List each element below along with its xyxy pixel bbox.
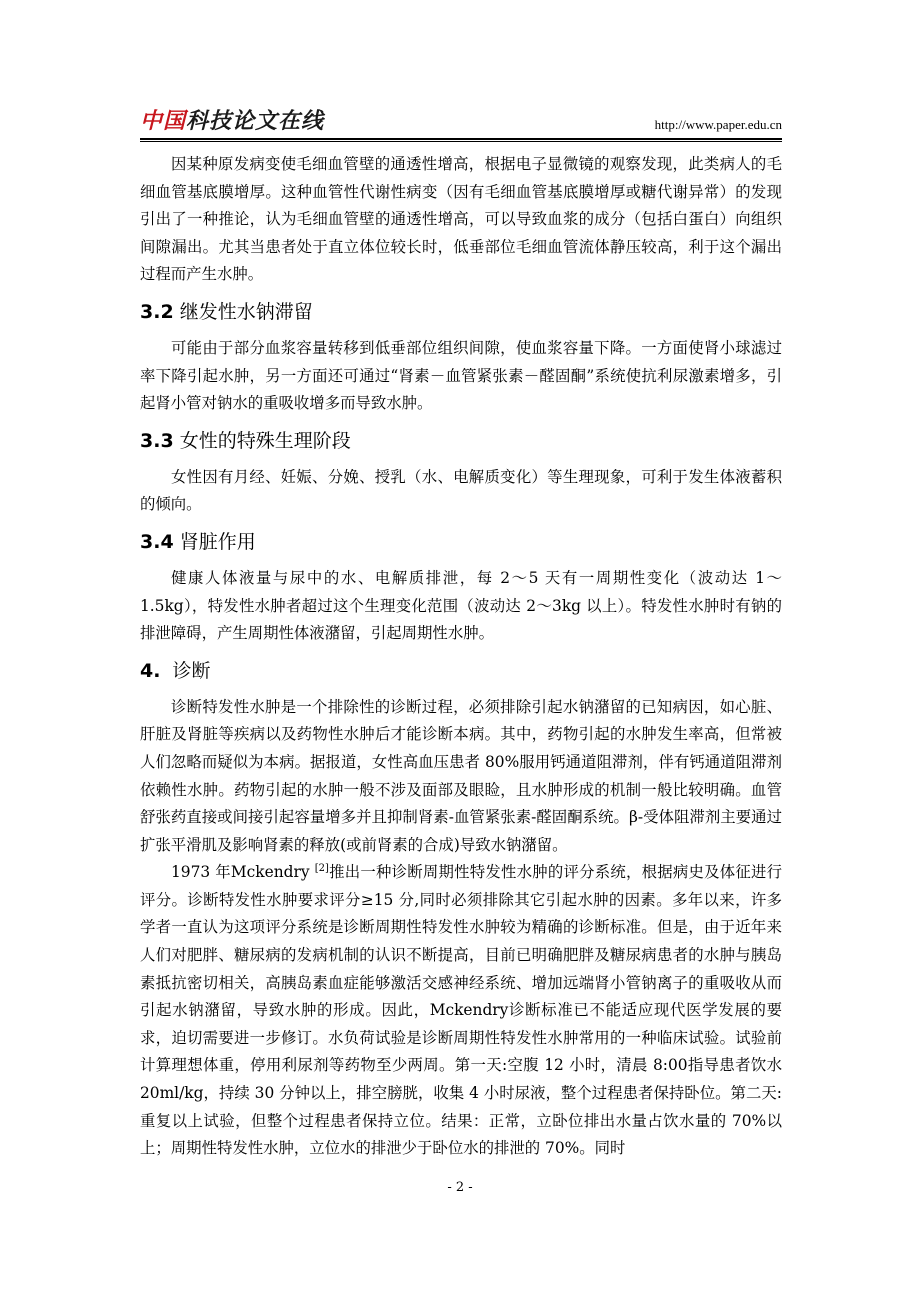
section-heading-3-3 bbox=[140, 418, 782, 464]
section-heading-3-4 bbox=[140, 519, 782, 565]
section-heading-4 bbox=[140, 648, 782, 694]
section-number: 3.3 bbox=[140, 429, 174, 452]
paragraph-sodium-retention: 可能由于部分血浆容量转移到低垂部位组织间隙，使血浆容量下降。一方面使肾小球滤过率下降引起水肿，另一方面还可通过“肾素－血管紧张素－醛固酮”系统使抗利尿激素增多，引起肾小管对钠水的重吸收增多而导致水肿。 bbox=[140, 338, 782, 413]
section-title: 继发性水钠滞留 bbox=[179, 300, 313, 323]
paragraph-kidney: 健康人体液量与尿中的水、电解质排泄，每 2～5 天有一周期性变化（波动达 1～1.5kg），特发性水肿者超过这个生理变化范围（波动达 2～3kg 以上）。特发性水肿时有钠的排泄障碍，产生周期性体液潴留，引起周期性水肿。 bbox=[140, 568, 782, 643]
section-number: 3.4 bbox=[140, 530, 174, 553]
header-rule bbox=[140, 138, 782, 140]
header-url[interactable]: http://www.paper.edu.cn bbox=[654, 117, 782, 132]
section-number: 3.2 bbox=[140, 300, 174, 323]
paragraph-permeability: 因某种原发病变使毛细血管壁的通透性增高，根据电子显微镜的观察发现，此类病人的毛细血管基底膜增厚。这种血管性代谢性病变（因有毛细血管基底膜增厚或糖代谢异常）的发现引出了一种推论，认为毛细血管壁的通透性增高，可以导致血浆的成分（包括白蛋白）向组织间隙漏出。尤其当患者处于直立体位较长时，低垂部位毛细血管流体静压较高，利于这个漏出过程而产生水肿。 bbox=[140, 155, 782, 284]
logo-black-text: 科技论文在线 bbox=[186, 109, 325, 134]
para-text-start: 1973 年Mckendry bbox=[171, 863, 315, 882]
header-rule-thin bbox=[140, 141, 782, 142]
citation-ref[interactable]: [2] bbox=[314, 863, 329, 875]
logo-red-text: 中国 bbox=[140, 109, 187, 134]
section-title: 女性的特殊生理阶段 bbox=[179, 429, 351, 452]
page-number: - 2 - bbox=[447, 1180, 473, 1195]
page-header bbox=[140, 107, 782, 143]
para-text-rest: 推出一种诊断周期性特发性水肿的评分系统，根据病史及体征进行评分。诊断特发性水肿要求评分≥15 分,同时必须排除其它引起水肿的因素。多年以来，许多学者一直认为这项评分系统是诊断周期性特发性水肿较为精确的诊断标准。但是，由于近年来人们对肥胖、糖尿病的发病机制的认识不断提高，目前已明确肥胖及糖尿病患者的水肿与胰岛素抵抗密切相关，高胰岛素血症能够激活交感神经系统、增加远端肾小管钠离子的重吸收从而引起水钠潴留，导致水肿的形成。因此，Mckendry诊断标准已不能适应现代医学发展的要求，迫切需要进一步修订。水负荷试验是诊断周期性特发性水肿常用的一种临床试验。试验前计算理想体重，停用利尿剂等药物至少两周。第一天:空腹 12 小时，清晨 8:00指导患者饮水 20ml/kg，持续 30 分钟以上，排空膀胱，收集 4 小时尿液，整个过程患者保持卧位。第二天:重复以上试验，但整个过程患者保持立位。结果：正常，立卧位排出水量占饮水量的 70%以上；周期性特发性水肿，立位水的排泄少于卧位水的排泄的 70%。同时 bbox=[140, 863, 782, 1158]
page-body bbox=[140, 151, 782, 1163]
paragraph-female-physiology: 女性因有月经、妊娠、分娩、授乳（水、电解质变化）等生理现象，可利于发生体液蓄积的倾向。 bbox=[140, 467, 782, 514]
section-heading-3-2 bbox=[140, 289, 782, 335]
paragraph-diagnosis: 诊断特发性水肿是一个排除性的诊断过程，必须排除引起水钠潴留的已知病因，如心脏、肝脏及肾脏等疾病以及药物性水肿后才能诊断本病。其中，药物引起的水肿发生率高，但常被人们忽略而疑似为本病。据报道，女性高血压患者 80%服用钙通道阻滞剂，伴有钙通道阻滞剂依赖性水肿。药物引起的水肿一般不涉及面部及眼睑，且水肿形成的机制一般比较明确。血管舒张药直接或间接引起容量增多并且抑制肾素-血管紧张素-醛固酮系统。β-受体阻滞剂主要通过扩张平滑肌及影响肾素的释放(或前肾素的合成)导致水钠潴留。 bbox=[140, 697, 782, 854]
section-title: 诊断 bbox=[172, 659, 211, 682]
journal-logo[interactable] bbox=[140, 107, 324, 137]
section-title: 肾脏作用 bbox=[179, 530, 256, 553]
section-number: 4. bbox=[140, 659, 161, 682]
paragraph-mckendry bbox=[140, 859, 782, 1163]
